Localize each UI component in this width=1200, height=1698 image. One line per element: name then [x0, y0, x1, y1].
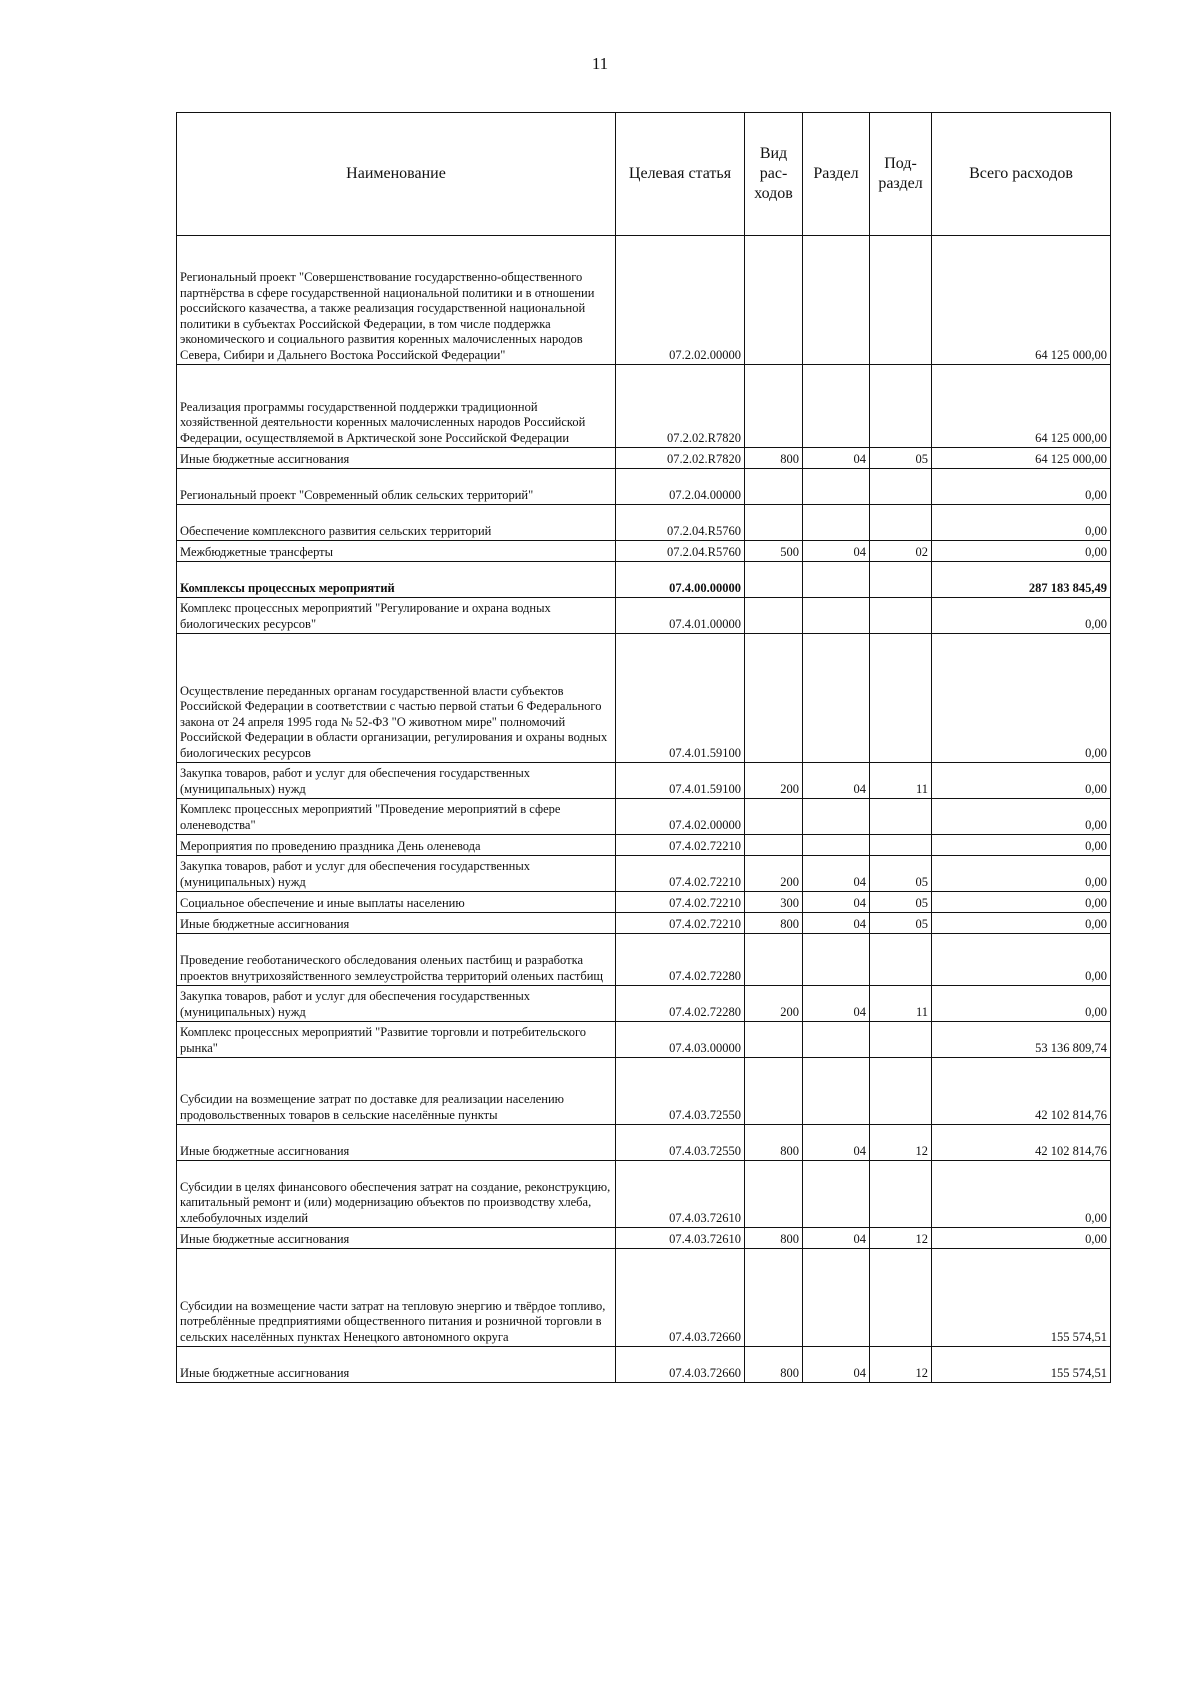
row-total-cell: 0,00: [932, 1161, 1111, 1228]
row-section-cell: 04: [803, 986, 870, 1022]
page-number: 11: [591, 54, 609, 73]
row-total-cell: 0,00: [932, 598, 1111, 634]
row-target-cell: 07.4.02.72280: [616, 986, 745, 1022]
row-kind-cell: 200: [745, 986, 803, 1022]
row-target-cell: 07.2.04.R5760: [616, 505, 745, 541]
row-total-cell: 0,00: [932, 913, 1111, 934]
table-row: [177, 1125, 1111, 1161]
row-section-cell: [803, 505, 870, 541]
row-section-cell: [803, 799, 870, 835]
row-subsection-cell: 05: [870, 448, 932, 469]
row-kind-cell: 200: [745, 763, 803, 799]
table-row: [177, 1347, 1111, 1383]
row-target-cell: 07.2.04.R5760: [616, 541, 745, 562]
table-row: [177, 562, 1111, 598]
row-subsection-cell: 11: [870, 763, 932, 799]
row-name-cell: Реализация программы государственной поддержки традиционной хозяйственной деятельности коренных малочисленных народов Российской Федерации, осуществляемой в Арктической зоне Российской Федерации: [177, 365, 616, 448]
row-kind-cell: 200: [745, 856, 803, 892]
row-total-cell: 53 136 809,74: [932, 1022, 1111, 1058]
row-total-cell: 0,00: [932, 892, 1111, 913]
row-total-cell: 0,00: [932, 505, 1111, 541]
row-kind-cell: [745, 835, 803, 856]
table-row: [177, 799, 1111, 835]
row-target-cell: 07.2.02.R7820: [616, 448, 745, 469]
row-subsection-cell: [870, 1022, 932, 1058]
row-section-cell: 04: [803, 856, 870, 892]
row-target-cell: 07.4.02.72280: [616, 934, 745, 986]
row-kind-cell: 800: [745, 913, 803, 934]
row-total-cell: 0,00: [932, 934, 1111, 986]
budget-table: [176, 112, 1111, 1383]
table-row: [177, 835, 1111, 856]
row-kind-cell: 500: [745, 541, 803, 562]
row-subsection-cell: [870, 562, 932, 598]
column-header-section: Раздел: [803, 113, 870, 236]
table-row: [177, 448, 1111, 469]
row-kind-cell: [745, 598, 803, 634]
table-row: [177, 505, 1111, 541]
row-name-cell: Иные бюджетные ассигнования: [177, 1347, 616, 1383]
row-kind-cell: [745, 1249, 803, 1347]
row-section-cell: 04: [803, 448, 870, 469]
row-kind-cell: [745, 1161, 803, 1228]
row-subsection-cell: [870, 1161, 932, 1228]
row-name-cell: Иные бюджетные ассигнования: [177, 1125, 616, 1161]
column-header-total: Всего расходов: [932, 113, 1111, 236]
row-name-cell: Обеспечение комплексного развития сельских территорий: [177, 505, 616, 541]
table-row: [177, 1249, 1111, 1347]
row-target-cell: 07.4.03.72610: [616, 1161, 745, 1228]
row-section-cell: [803, 1058, 870, 1125]
row-subsection-cell: 05: [870, 892, 932, 913]
row-subsection-cell: 12: [870, 1228, 932, 1249]
table-row: [177, 1228, 1111, 1249]
row-target-cell: 07.2.04.00000: [616, 469, 745, 505]
row-name-cell: Закупка товаров, работ и услуг для обеспечения государственных (муниципальных) нужд: [177, 856, 616, 892]
column-header-kind: Вид рас-ходов: [745, 113, 803, 236]
row-name-cell: Социальное обеспечение и иные выплаты населению: [177, 892, 616, 913]
row-total-cell: 287 183 845,49: [932, 562, 1111, 598]
row-target-cell: 07.4.02.72210: [616, 835, 745, 856]
row-subsection-cell: 11: [870, 986, 932, 1022]
row-section-cell: [803, 1249, 870, 1347]
column-header-name: Наименование: [177, 113, 616, 236]
row-kind-cell: [745, 634, 803, 763]
table-row: [177, 934, 1111, 986]
row-total-cell: 0,00: [932, 541, 1111, 562]
row-target-cell: 07.4.03.72660: [616, 1249, 745, 1347]
row-subsection-cell: 05: [870, 856, 932, 892]
row-section-cell: [803, 1161, 870, 1228]
table-row: [177, 365, 1111, 448]
row-subsection-cell: [870, 634, 932, 763]
row-name-cell: Мероприятия по проведению праздника День оленевода: [177, 835, 616, 856]
row-target-cell: 07.4.03.00000: [616, 1022, 745, 1058]
row-kind-cell: [745, 1022, 803, 1058]
row-total-cell: 0,00: [932, 763, 1111, 799]
table-row: [177, 541, 1111, 562]
row-section-cell: [803, 365, 870, 448]
row-total-cell: 64 125 000,00: [932, 365, 1111, 448]
row-kind-cell: 800: [745, 1347, 803, 1383]
table-row: [177, 913, 1111, 934]
row-subsection-cell: [870, 934, 932, 986]
table-row: [177, 1022, 1111, 1058]
row-name-cell: Комплекс процессных мероприятий "Регулирование и охрана водных биологических ресурсов": [177, 598, 616, 634]
row-subsection-cell: [870, 598, 932, 634]
row-section-cell: 04: [803, 892, 870, 913]
row-section-cell: [803, 835, 870, 856]
row-total-cell: 0,00: [932, 856, 1111, 892]
table-row: [177, 469, 1111, 505]
column-header-target: Целевая статья: [616, 113, 745, 236]
row-section-cell: 04: [803, 1228, 870, 1249]
row-name-cell: Региональный проект "Современный облик сельских территорий": [177, 469, 616, 505]
row-kind-cell: [745, 934, 803, 986]
row-name-cell: Иные бюджетные ассигнования: [177, 1228, 616, 1249]
table-row: [177, 598, 1111, 634]
row-section-cell: 04: [803, 541, 870, 562]
row-name-cell: Иные бюджетные ассигнования: [177, 448, 616, 469]
row-subsection-cell: [870, 505, 932, 541]
row-target-cell: 07.2.02.R7820: [616, 365, 745, 448]
table-row: [177, 892, 1111, 913]
row-subsection-cell: 12: [870, 1125, 932, 1161]
table-row: [177, 856, 1111, 892]
row-total-cell: 0,00: [932, 986, 1111, 1022]
table-row: [177, 1161, 1111, 1228]
row-section-cell: [803, 598, 870, 634]
row-kind-cell: [745, 469, 803, 505]
row-subsection-cell: [870, 835, 932, 856]
row-total-cell: 155 574,51: [932, 1347, 1111, 1383]
row-section-cell: [803, 1022, 870, 1058]
row-kind-cell: [745, 799, 803, 835]
row-section-cell: [803, 934, 870, 986]
row-subsection-cell: [870, 469, 932, 505]
row-name-cell: Комплекс процессных мероприятий "Развитие торговли и потребительского рынка": [177, 1022, 616, 1058]
row-target-cell: 07.4.02.00000: [616, 799, 745, 835]
row-section-cell: 04: [803, 1125, 870, 1161]
row-subsection-cell: [870, 365, 932, 448]
row-name-cell: Закупка товаров, работ и услуг для обеспечения государственных (муниципальных) нужд: [177, 763, 616, 799]
row-target-cell: 07.4.01.00000: [616, 598, 745, 634]
row-target-cell: 07.4.03.72550: [616, 1058, 745, 1125]
row-section-cell: [803, 236, 870, 365]
row-kind-cell: 800: [745, 1125, 803, 1161]
row-total-cell: 0,00: [932, 469, 1111, 505]
row-total-cell: 0,00: [932, 1228, 1111, 1249]
row-name-cell: Субсидии в целях финансового обеспечения затрат на создание, реконструкцию, капитальный ремонт и (или) модернизацию объектов по производству хлеба, хлебобулочных изделий: [177, 1161, 616, 1228]
row-subsection-cell: 02: [870, 541, 932, 562]
row-total-cell: 0,00: [932, 799, 1111, 835]
table-row: [177, 763, 1111, 799]
row-total-cell: 0,00: [932, 835, 1111, 856]
row-total-cell: 0,00: [932, 634, 1111, 763]
row-name-cell: Региональный проект "Совершенствование государственно-общественного партнёрства в сфере государственной национальной политики и в отношении российского казачества, а также реализация государственной национальной политики в субъектах Российской Федерации, в том числе поддержка экономического и социального развития коренных малочисленных народов Севера, Сибири и Дальнего Востока Российской Федерации": [177, 236, 616, 365]
row-name-cell: Субсидии на возмещение затрат по доставке для реализации населению продовольственных товаров в сельские населённые пункты: [177, 1058, 616, 1125]
row-target-cell: 07.4.03.72610: [616, 1228, 745, 1249]
table-row: [177, 634, 1111, 763]
row-kind-cell: [745, 562, 803, 598]
row-target-cell: 07.4.02.72210: [616, 856, 745, 892]
row-subsection-cell: 05: [870, 913, 932, 934]
row-name-cell: Иные бюджетные ассигнования: [177, 913, 616, 934]
row-kind-cell: [745, 365, 803, 448]
row-section-cell: 04: [803, 1347, 870, 1383]
row-target-cell: 07.4.02.72210: [616, 892, 745, 913]
row-name-cell: Комплексы процессных мероприятий: [177, 562, 616, 598]
row-subsection-cell: 12: [870, 1347, 932, 1383]
row-name-cell: Закупка товаров, работ и услуг для обеспечения государственных (муниципальных) нужд: [177, 986, 616, 1022]
row-section-cell: [803, 469, 870, 505]
row-name-cell: Субсидии на возмещение части затрат на тепловую энергию и твёрдое топливо, потреблённые предприятиями общественного питания и розничной торговли в сельских населённых пунктах Ненецкого автономного округа: [177, 1249, 616, 1347]
row-kind-cell: 800: [745, 448, 803, 469]
row-total-cell: 42 102 814,76: [932, 1125, 1111, 1161]
row-kind-cell: 800: [745, 1228, 803, 1249]
row-kind-cell: [745, 1058, 803, 1125]
row-kind-cell: 300: [745, 892, 803, 913]
row-name-cell: Осуществление переданных органам государственной власти субъектов Российской Федерации в соответствии с частью первой статьи 6 Федерального закона от 24 апреля 1995 года № 52-ФЗ "О животном мире" полномочий Российской Федерации в области организации, регулирования и охраны водных биологических ресурсов: [177, 634, 616, 763]
row-total-cell: 64 125 000,00: [932, 236, 1111, 365]
row-total-cell: 42 102 814,76: [932, 1058, 1111, 1125]
table-row: [177, 236, 1111, 365]
row-kind-cell: [745, 236, 803, 365]
table-header-row: [177, 113, 1111, 236]
row-section-cell: 04: [803, 763, 870, 799]
row-target-cell: 07.4.01.59100: [616, 634, 745, 763]
table-row: [177, 986, 1111, 1022]
row-name-cell: Проведение геоботанического обследования оленьих пастбищ и разработка проектов внутрихозяйственного землеустройства территорий оленьих пастбищ: [177, 934, 616, 986]
row-subsection-cell: [870, 799, 932, 835]
row-target-cell: 07.4.03.72660: [616, 1347, 745, 1383]
column-header-subsection: Под-раздел: [870, 113, 932, 236]
row-section-cell: [803, 634, 870, 763]
row-target-cell: 07.4.00.00000: [616, 562, 745, 598]
row-section-cell: [803, 562, 870, 598]
table-row: [177, 1058, 1111, 1125]
row-target-cell: 07.4.03.72550: [616, 1125, 745, 1161]
row-total-cell: 64 125 000,00: [932, 448, 1111, 469]
row-name-cell: Межбюджетные трансферты: [177, 541, 616, 562]
row-subsection-cell: [870, 1058, 932, 1125]
row-target-cell: 07.4.01.59100: [616, 763, 745, 799]
row-total-cell: 155 574,51: [932, 1249, 1111, 1347]
row-subsection-cell: [870, 236, 932, 365]
row-target-cell: 07.2.02.00000: [616, 236, 745, 365]
row-target-cell: 07.4.02.72210: [616, 913, 745, 934]
row-kind-cell: [745, 505, 803, 541]
row-subsection-cell: [870, 1249, 932, 1347]
row-name-cell: Комплекс процессных мероприятий "Проведение мероприятий в сфере оленеводства": [177, 799, 616, 835]
row-section-cell: 04: [803, 913, 870, 934]
